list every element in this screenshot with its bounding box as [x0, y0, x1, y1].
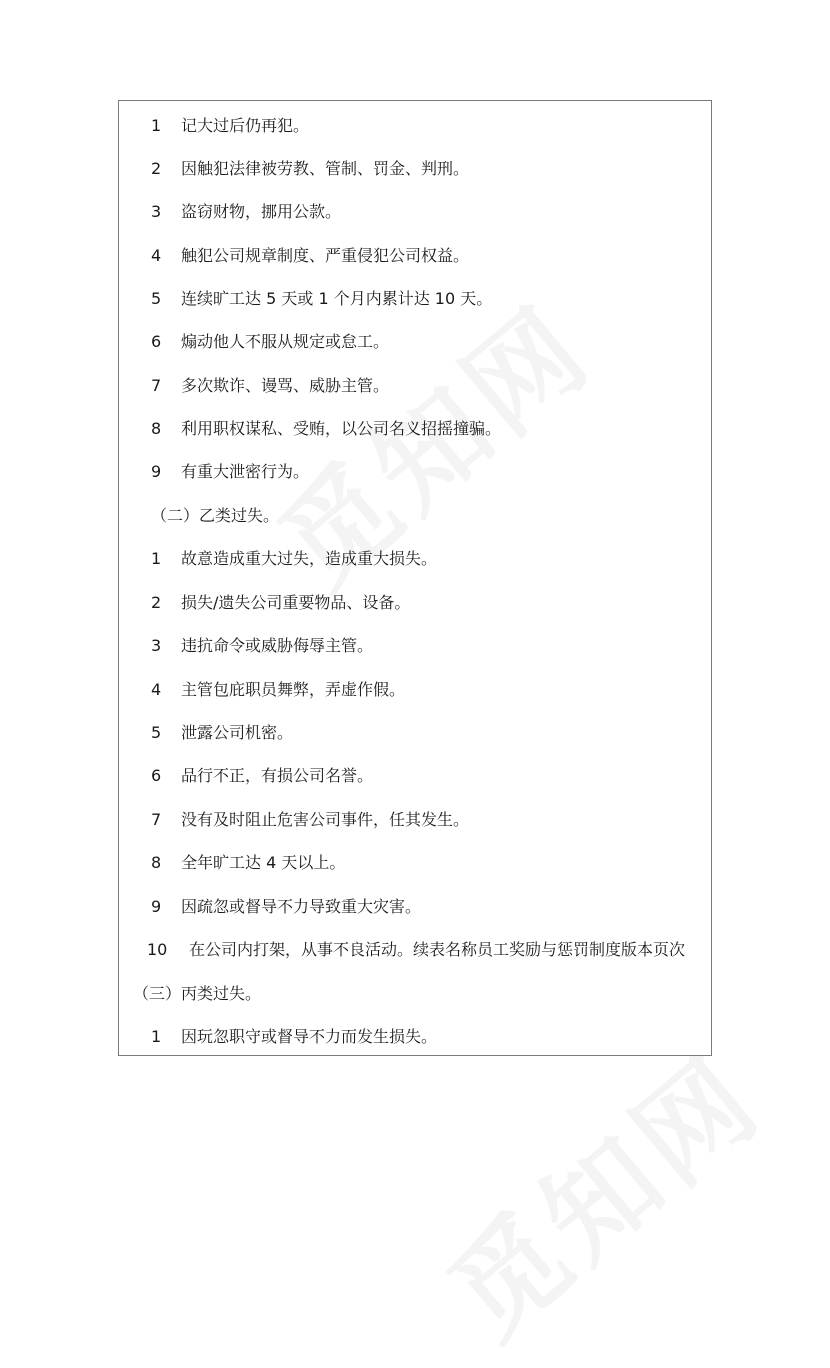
- item-number: 8: [151, 419, 162, 438]
- item-number: 1: [151, 116, 162, 135]
- item-text: 多次欺诈、谩骂、威胁主管。: [181, 376, 390, 395]
- item-number: 8: [151, 853, 162, 872]
- item-text: 在公司内打架，从事不良活动。续表名称员工奖励与惩罚制度版本页次: [189, 940, 686, 959]
- watermark: [410, 1013, 789, 1368]
- item-text: 因触犯法律被劳教、管制、罚金、判刑。: [181, 159, 470, 178]
- item-number: 2: [151, 159, 162, 178]
- document-frame: [118, 100, 712, 1056]
- item-number: 4: [151, 680, 162, 699]
- item-number: 1: [151, 1027, 162, 1046]
- item-text: 违抗命令或威胁侮辱主管。: [181, 636, 374, 655]
- item-text: 品行不正，有损公司名誉。: [181, 766, 374, 785]
- item-number: 9: [151, 462, 162, 481]
- item-number: 5: [151, 289, 162, 308]
- item-number: 7: [151, 810, 162, 829]
- item-text: 连续旷工达 5 天或 1 个月内累计达 10 天。: [181, 289, 493, 308]
- section-heading-text: （二）乙类过失。: [151, 506, 280, 525]
- item-number: 2: [151, 593, 162, 612]
- item-number: 4: [151, 246, 162, 265]
- item-number: 1: [151, 549, 162, 568]
- item-text: 因玩忽职守或督导不力而发生损失。: [181, 1027, 438, 1046]
- item-text: 盗窃财物，挪用公款。: [181, 202, 342, 221]
- item-number: 9: [151, 897, 162, 916]
- item-text: 有重大泄密行为。: [181, 462, 310, 481]
- item-number: 3: [151, 636, 162, 655]
- item-number: 3: [151, 202, 162, 221]
- item-text: 触犯公司规章制度、严重侵犯公司权益。: [181, 246, 470, 265]
- item-text: 记大过后仍再犯。: [181, 116, 310, 135]
- item-text: 因疏忽或督导不力导致重大灾害。: [181, 897, 422, 916]
- item-text: 故意造成重大过失，造成重大损失。: [181, 549, 438, 568]
- item-text: 没有及时阻止危害公司事件，任其发生。: [181, 810, 470, 829]
- item-number: 6: [151, 766, 162, 785]
- item-number: 10: [147, 940, 168, 959]
- section-heading-text: （三）丙类过失。: [133, 984, 262, 1003]
- item-text: 煽动他人不服从规定或怠工。: [181, 332, 390, 351]
- item-number: 5: [151, 723, 162, 742]
- item-number: 7: [151, 376, 162, 395]
- item-text: 泄露公司机密。: [181, 723, 294, 742]
- item-text: 全年旷工达 4 天以上。: [181, 853, 346, 872]
- item-text: 主管包庇职员舞弊，弄虚作假。: [181, 680, 406, 699]
- item-text: 损失/遗失公司重要物品、设备。: [181, 593, 411, 612]
- item-text: 利用职权谋私、受贿，以公司名义招摇撞骗。: [181, 419, 502, 438]
- item-number: 6: [151, 332, 162, 351]
